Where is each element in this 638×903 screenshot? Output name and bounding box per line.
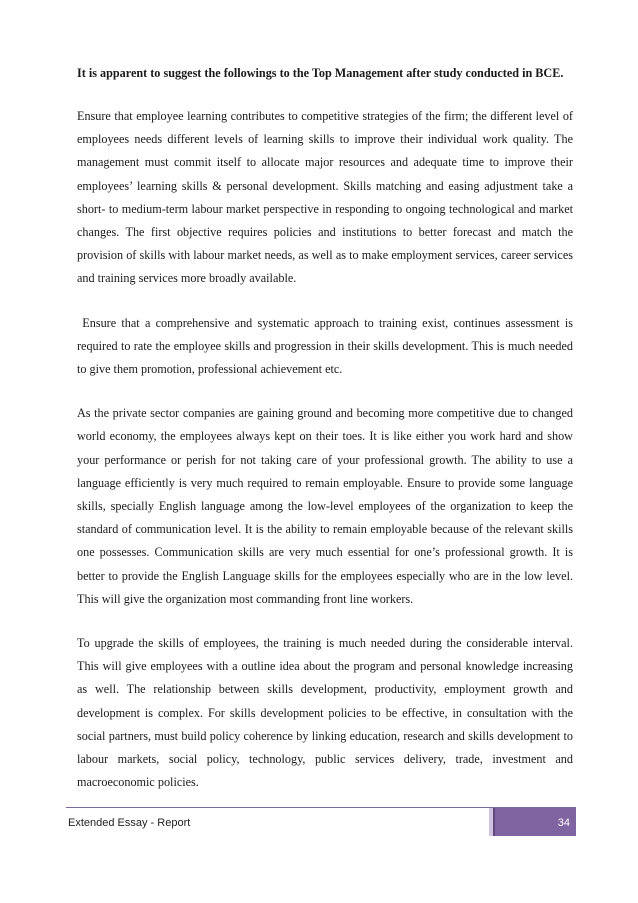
page-footer — [66, 807, 576, 836]
section-heading: It is apparent to suggest the followings to the Top Management after study conducted in BCE. — [77, 66, 564, 80]
paragraph-language-skills: As the private sector companies are gaining ground and becoming more competitive due to changed world economy, the employees always kept on their toes. It is like either you work hard and show your performance or perish for not taking care of your professional growth. The ability to use a language efficiently is very much required to remain employable. Ensure to provide some language skills, specially English language among the low-level employees of the organization to keep the standard of communication level. It is the ability to remain employable because of the relevant skills one possesses. Communication skills are very much essential for one’s professional growth. It is better to provide the English Language skills for the employees especially who are in the low level. This will give the organization most commanding front line workers. — [77, 406, 573, 606]
paragraph-skills-upgrade: To upgrade the skills of employees, the training is much needed during the considerable interval. This will give employees with a outline idea about the program and personal knowledge increasing as well. The relationship between skills development, productivity, employment growth and development is complex. For skills development policies to be effective, in consultation with the social partners, must build policy coherence by linking education, research and skills development to labour markets, social policy, technology, public services delivery, trade, investment and macroeconomic policies. — [77, 636, 573, 790]
paragraph-learning-strategy: Ensure that employee learning contributes to competitive strategies of the firm; the different level of employees needs different levels of learning skills to improve their individual work quality. The management must commit itself to allocate major resources and adequate time to improve their employees’ learning skills & personal development. Skills matching and easing adjustment take a short- to medium-term labour market perspective in responding to ongoing technological and market changes. The first objective requires policies and institutions to better forecast and match the provision of skills with labour market needs, as well as to make employment services, career services and training services more broadly available. — [77, 109, 573, 286]
page-number: 34 — [557, 817, 570, 829]
footer-accent-bar — [493, 808, 576, 836]
footer-label: Extended Essay - Report — [68, 817, 191, 829]
document-body — [77, 62, 573, 815]
paragraph-training-approach: Ensure that a comprehensive and systematic approach to training exist, continues assessment is required to rate the employee skills and progression in their skills development. This is much needed to give them promotion, professional achievement etc. — [77, 315, 573, 377]
